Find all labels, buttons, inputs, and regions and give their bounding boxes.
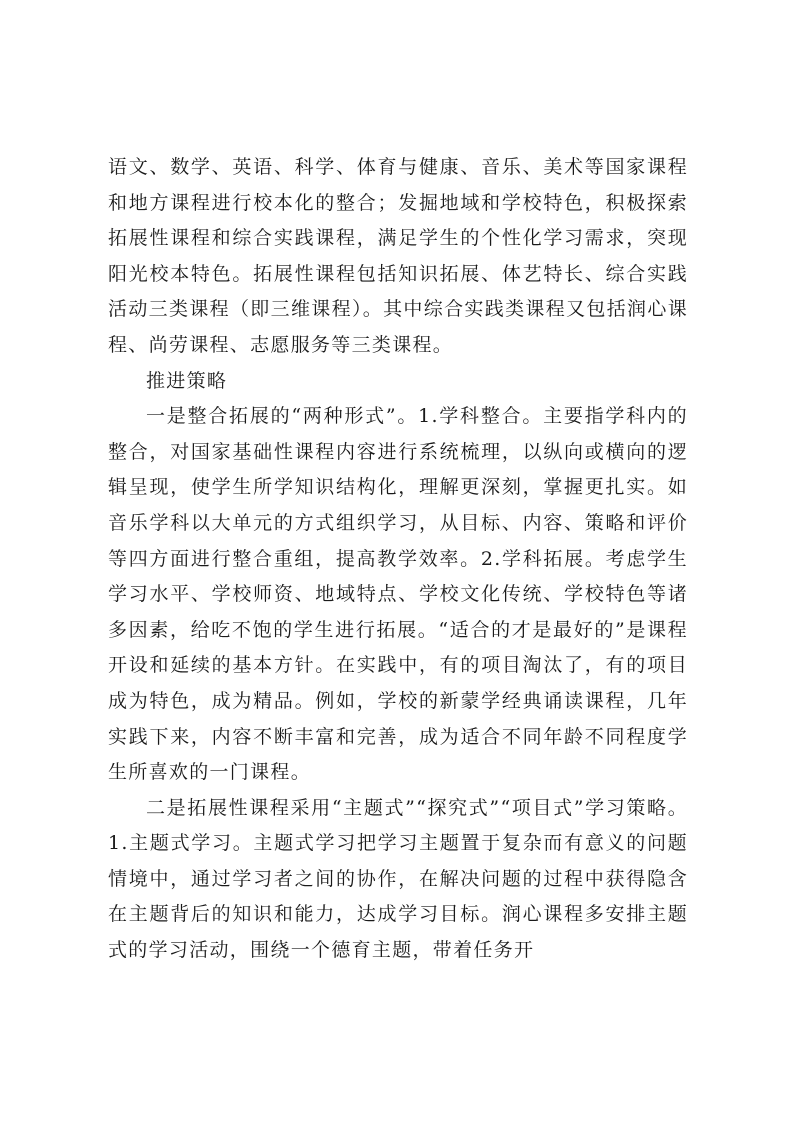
paragraph-learning-strategies: 二是拓展性课程采用“主题式”“探究式”“项目式”学习策略。1.主题式学习。主题式学习把学习主题置于复杂而有意义的问题情境中，通过学习者之间的协作，在解决问题的过程中获得隐含在主题背后的知识和能力，达成学习目标。润心课程多安排主题式的学习活动，围绕一个德育主题，带着任务开 [108,796,688,962]
paragraph-curriculum-overview: 语文、数学、英语、科学、体育与健康、音乐、美术等国家课程和地方课程进行校本化的整合；发掘地域和学校特色，积极探索拓展性课程和综合实践课程，满足学生的个性化学习需求，突现阳光校本特色。拓展性课程包括知识拓展、体艺特长、综合实践活动三类课程（即三维课程）。其中综合实践类课程又包括润心课程、尚劳课程、志愿服务等三类课程。 [108,156,688,356]
paragraph-integration-forms: 一是整合拓展的“两种形式”。1.学科整合。主要指学科内的整合，对国家基础性课程内容进行系统梳理，以纵向或横向的逻辑呈现，使学生所学知识结构化，理解更深刻，掌握更扎实。如音乐学科以大单元的方式组织学习，从目标、内容、策略和评价等四方面进行整合重组，提高教学效率。2.学科拓展。考虑学生学习水平、学校师资、地域特点、学校文化传统、学校特色等诸多因素，给吃不饱的学生进行拓展。“适合的才是最好的”是课程开设和延续的基本方针。在实践中，有的项目淘汰了，有的项目成为特色，成为精品。例如，学校的新蒙学经典诵读课程，几年实践下来，内容不断丰富和完善，成为适合不同年龄不同程度学生所喜欢的一门课程。 [108,405,688,784]
document-body [108,150,688,969]
section-heading-strategy: 推进策略 [146,369,228,392]
